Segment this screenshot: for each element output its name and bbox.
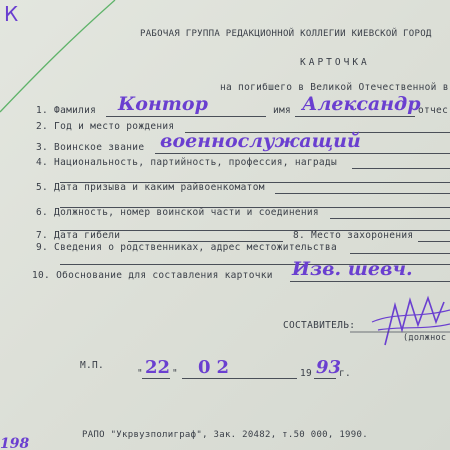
- position-hint: (должнос: [403, 333, 447, 343]
- date-close-quote: ": [172, 368, 179, 379]
- field-4-label: 4. Национальность, партийность, профессия, награды: [36, 157, 337, 168]
- field-3-label: 3. Воинское звание: [36, 142, 145, 153]
- margin-note: 198: [0, 436, 30, 450]
- date-open-quote: ": [137, 368, 144, 379]
- field-9-label: 9. Сведения о родственниках, адрес местожительства: [36, 242, 337, 253]
- corner-mark: К: [4, 2, 19, 26]
- year-value: 93: [316, 357, 342, 378]
- field-2-label: 2. Год и место рождения: [36, 121, 175, 132]
- mp-label: М.П.: [80, 360, 105, 371]
- field-1-patronymic-label: отчес: [418, 105, 449, 116]
- date-month: 02: [198, 357, 236, 378]
- field-3-value: военнослужащий: [160, 130, 361, 152]
- year-suffix: г.: [339, 368, 352, 379]
- field-8-label: 8. Место захоронения: [293, 230, 414, 241]
- printer-imprint: РАПО "Укрвузполиграф", Зак. 20482, т.50 000, 1990.: [82, 430, 368, 440]
- field-1-value: Контор: [118, 93, 208, 115]
- field-6-label: 6. Должность, номер воинской части и соединения: [36, 207, 319, 218]
- year-prefix: 19: [300, 368, 313, 379]
- compiler-label: СОСТАВИТЕЛЬ:: [283, 320, 356, 331]
- header-title: КАРТОЧКА: [300, 57, 370, 68]
- field-5-label: 5. Дата призыва и каким райвоенкоматом: [36, 182, 265, 193]
- field-10-label: 10. Обоснование для составления карточки: [32, 270, 273, 281]
- field-1-name-value: Александр: [302, 93, 421, 115]
- header-subtitle: на погибшего в Великой Отечественной в: [220, 82, 449, 93]
- header-org: РАБОЧАЯ ГРУППА РЕДАКЦИОННОЙ КОЛЛЕГИИ КИЕВСКОЙ ГОРОД: [140, 29, 432, 39]
- field-7-label: 7. Дата гибели: [36, 230, 121, 241]
- field-10-value: Изв. шевч.: [292, 258, 413, 280]
- field-1-name-label: имя: [273, 105, 292, 116]
- field-1-label: 1. Фамилия: [36, 105, 97, 116]
- date-day: 22: [145, 357, 171, 378]
